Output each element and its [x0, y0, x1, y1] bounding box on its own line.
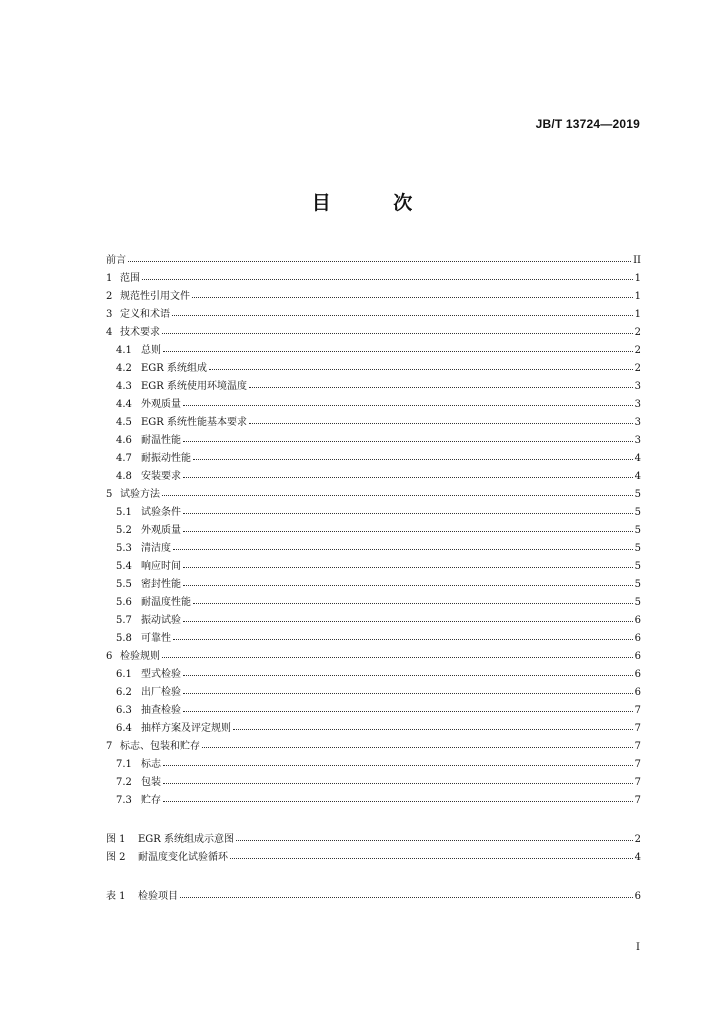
dot-leader: [183, 567, 633, 568]
table-of-contents: [106, 252, 641, 906]
dot-leader: [236, 840, 633, 841]
dot-leader: [183, 711, 633, 712]
toc-entry-title: 技术要求: [120, 327, 160, 338]
dot-leader: [183, 531, 633, 532]
toc-entry-page: 3: [634, 381, 641, 392]
toc-entry-page: 2: [634, 345, 641, 356]
page-title: 目 次: [311, 192, 441, 214]
toc-entry-number: 5.3: [116, 543, 132, 554]
toc-entry-number: 5.5: [116, 579, 132, 590]
toc-entry-number: 7.3: [116, 795, 132, 806]
toc-entry[interactable]: [106, 684, 641, 702]
toc-entry-title: 规范性引用文件: [120, 291, 190, 302]
toc-entry-title: EGR 系统组成示意图: [138, 834, 234, 845]
toc-entry[interactable]: [106, 702, 641, 720]
toc-entry-number: 图 2: [106, 852, 126, 863]
toc-entry-page: 7: [634, 777, 641, 788]
toc-entry-number: 4.1: [116, 345, 132, 356]
toc-entry[interactable]: [106, 342, 641, 360]
toc-entry-page: 2: [634, 834, 641, 845]
dot-leader: [163, 783, 633, 784]
dot-leader: [142, 279, 633, 280]
toc-entry-title: 检验规则: [120, 651, 160, 662]
page-number: I: [636, 942, 640, 953]
toc-entry[interactable]: [106, 540, 641, 558]
toc-entry-title: 前言: [106, 255, 126, 266]
dot-leader: [163, 801, 633, 802]
toc-entry-number: 4.4: [116, 399, 132, 410]
toc-entry-number: 4.7: [116, 453, 132, 464]
toc-entry-number: 6.3: [116, 705, 132, 716]
toc-entry-number: 4.6: [116, 435, 132, 446]
toc-entry-title: 耐温性能: [141, 435, 181, 446]
toc-entry[interactable]: [106, 252, 641, 270]
toc-entry-page: 3: [634, 435, 641, 446]
dot-leader: [183, 585, 633, 586]
dot-leader: [183, 621, 633, 622]
toc-entry-page: 5: [634, 543, 641, 554]
toc-entry[interactable]: [106, 648, 641, 666]
toc-sections: [106, 252, 641, 810]
toc-entry-page: 5: [634, 489, 641, 500]
toc-entry-number: 7: [106, 741, 113, 752]
toc-entry[interactable]: [106, 630, 641, 648]
toc-entry-page: 3: [634, 399, 641, 410]
toc-entry[interactable]: [106, 774, 641, 792]
toc-entry-page: 6: [634, 651, 641, 662]
toc-entry[interactable]: [106, 720, 641, 738]
dot-leader: [162, 495, 633, 496]
toc-entry-number: 4.2: [116, 363, 132, 374]
toc-entry-number: 6.2: [116, 687, 132, 698]
toc-entry[interactable]: [106, 792, 641, 810]
toc-entry-number: 4.8: [116, 471, 132, 482]
toc-entry[interactable]: [106, 594, 641, 612]
toc-entry-title: 贮存: [141, 795, 161, 806]
toc-entry-page: 1: [634, 291, 641, 302]
toc-entry-page: 5: [634, 525, 641, 536]
toc-entry-title: 抽样方案及评定规则: [141, 723, 231, 734]
toc-entry-number: 6.4: [116, 723, 132, 734]
toc-entry-number: 1: [106, 273, 113, 284]
dot-leader: [183, 675, 633, 676]
toc-entry-title: 安装要求: [141, 471, 181, 482]
dot-leader: [249, 423, 633, 424]
toc-entry-title: EGR 系统组成: [141, 363, 207, 374]
dot-leader: [230, 858, 633, 859]
dot-leader: [163, 765, 633, 766]
toc-entry-number: 3: [106, 309, 113, 320]
toc-entry[interactable]: [106, 414, 641, 432]
toc-entry[interactable]: [106, 666, 641, 684]
toc-entry-number: 5.8: [116, 633, 132, 644]
toc-entry-page: 1: [634, 309, 641, 320]
dot-leader: [162, 333, 633, 334]
toc-entry[interactable]: [106, 849, 641, 867]
toc-entry-page: 4: [634, 453, 641, 464]
toc-entry[interactable]: [106, 888, 641, 906]
toc-entry[interactable]: [106, 288, 641, 306]
toc-entry-title: 可靠性: [141, 633, 171, 644]
toc-entry-page: 5: [634, 597, 641, 608]
toc-entry-title: 耐振动性能: [141, 453, 191, 464]
toc-entry-page: 5: [634, 579, 641, 590]
toc-entry-page: 4: [634, 471, 641, 482]
toc-entry-number: 5.7: [116, 615, 132, 626]
dot-leader: [233, 729, 633, 730]
dot-leader: [209, 369, 633, 370]
toc-entry-number: 4.3: [116, 381, 132, 392]
toc-entry-title: EGR 系统性能基本要求: [141, 417, 247, 428]
dot-leader: [193, 603, 633, 604]
toc-entry-title: 定义和术语: [120, 309, 170, 320]
toc-entry[interactable]: [106, 324, 641, 342]
standard-number: JB/T 13724—2019: [535, 117, 640, 131]
toc-entry-title: 清洁度: [141, 543, 171, 554]
toc-entry-page: 5: [634, 561, 641, 572]
dot-leader: [180, 897, 633, 898]
dot-leader: [249, 387, 633, 388]
toc-entry-page: 7: [634, 723, 641, 734]
dot-leader: [173, 639, 633, 640]
toc-entry-page: 7: [634, 741, 641, 752]
toc-entry[interactable]: [106, 396, 641, 414]
toc-entry[interactable]: [106, 558, 641, 576]
toc-entry[interactable]: [106, 522, 641, 540]
toc-entry-page: 1: [634, 273, 641, 284]
toc-entry-number: 5.6: [116, 597, 132, 608]
toc-entry-page: 6: [634, 615, 641, 626]
toc-entry-title: 包装: [141, 777, 161, 788]
toc-entry-title: 试验条件: [141, 507, 181, 518]
toc-entry-page: 2: [634, 327, 641, 338]
toc-entry[interactable]: [106, 432, 641, 450]
toc-entry-number: 5.2: [116, 525, 132, 536]
dot-leader: [128, 261, 631, 262]
toc-entry-page: 5: [634, 507, 641, 518]
dot-leader: [162, 657, 633, 658]
toc-tables: [106, 888, 641, 906]
toc-entry-title: 检验项目: [138, 891, 178, 902]
toc-entry-title: 耐温度变化试验循环: [138, 852, 228, 863]
dot-leader: [202, 747, 633, 748]
dot-leader: [183, 441, 633, 442]
toc-entry[interactable]: [106, 831, 641, 849]
toc-entry[interactable]: [106, 486, 641, 504]
toc-entry-title: 响应时间: [141, 561, 181, 572]
toc-entry[interactable]: [106, 378, 641, 396]
toc-entry-number: 表 1: [106, 891, 126, 902]
toc-entry-page: 6: [634, 687, 641, 698]
toc-figures: [106, 831, 641, 867]
toc-entry-title: EGR 系统使用环境温度: [141, 381, 247, 392]
toc-entry-page: 6: [634, 891, 641, 902]
toc-entry-title: 振动试验: [141, 615, 181, 626]
toc-entry-page: 6: [634, 669, 641, 680]
toc-entry[interactable]: [106, 612, 641, 630]
toc-entry[interactable]: [106, 504, 641, 522]
toc-entry[interactable]: [106, 450, 641, 468]
toc-entry-title: 耐温度性能: [141, 597, 191, 608]
toc-entry-page: 3: [634, 417, 641, 428]
toc-entry[interactable]: [106, 360, 641, 378]
dot-leader: [183, 513, 633, 514]
toc-entry-number: 5.1: [116, 507, 132, 518]
toc-entry-title: 外观质量: [141, 399, 181, 410]
dot-leader: [173, 549, 633, 550]
toc-entry[interactable]: [106, 756, 641, 774]
toc-entry-title: 标志、包装和贮存: [120, 741, 200, 752]
dot-leader: [183, 405, 633, 406]
toc-entry-title: 试验方法: [120, 489, 160, 500]
toc-entry-number: 2: [106, 291, 113, 302]
toc-entry[interactable]: [106, 468, 641, 486]
toc-entry-page: 7: [634, 759, 641, 770]
toc-entry-title: 范围: [120, 273, 140, 284]
dot-leader: [192, 297, 633, 298]
toc-entry-title: 标志: [141, 759, 161, 770]
toc-entry-number: 7.2: [116, 777, 132, 788]
toc-entry-number: 6: [106, 651, 113, 662]
toc-entry-number: 4: [106, 327, 113, 338]
toc-entry[interactable]: [106, 306, 641, 324]
dot-leader: [183, 477, 633, 478]
toc-entry-page: 7: [634, 795, 641, 806]
dot-leader: [163, 351, 633, 352]
toc-entry-page: 2: [634, 363, 641, 374]
toc-entry-number: 图 1: [106, 834, 126, 845]
toc-entry-title: 出厂检验: [141, 687, 181, 698]
toc-entry-title: 抽查检验: [141, 705, 181, 716]
toc-entry-number: 4.5: [116, 417, 132, 428]
toc-entry-page: 7: [634, 705, 641, 716]
toc-entry-number: 6.1: [116, 669, 132, 680]
dot-leader: [172, 315, 633, 316]
dot-leader: [193, 459, 633, 460]
toc-entry-title: 总则: [141, 345, 161, 356]
toc-entry-title: 密封性能: [141, 579, 181, 590]
toc-entry-page: 6: [634, 633, 641, 644]
toc-entry[interactable]: [106, 576, 641, 594]
toc-entry-number: 5: [106, 489, 113, 500]
toc-entry-page: 4: [634, 852, 641, 863]
toc-entry[interactable]: [106, 738, 641, 756]
toc-entry[interactable]: [106, 270, 641, 288]
toc-entry-page: II: [633, 255, 641, 266]
toc-entry-title: 外观质量: [141, 525, 181, 536]
dot-leader: [183, 693, 633, 694]
toc-entry-title: 型式检验: [141, 669, 181, 680]
toc-entry-number: 5.4: [116, 561, 132, 572]
toc-entry-number: 7.1: [116, 759, 132, 770]
